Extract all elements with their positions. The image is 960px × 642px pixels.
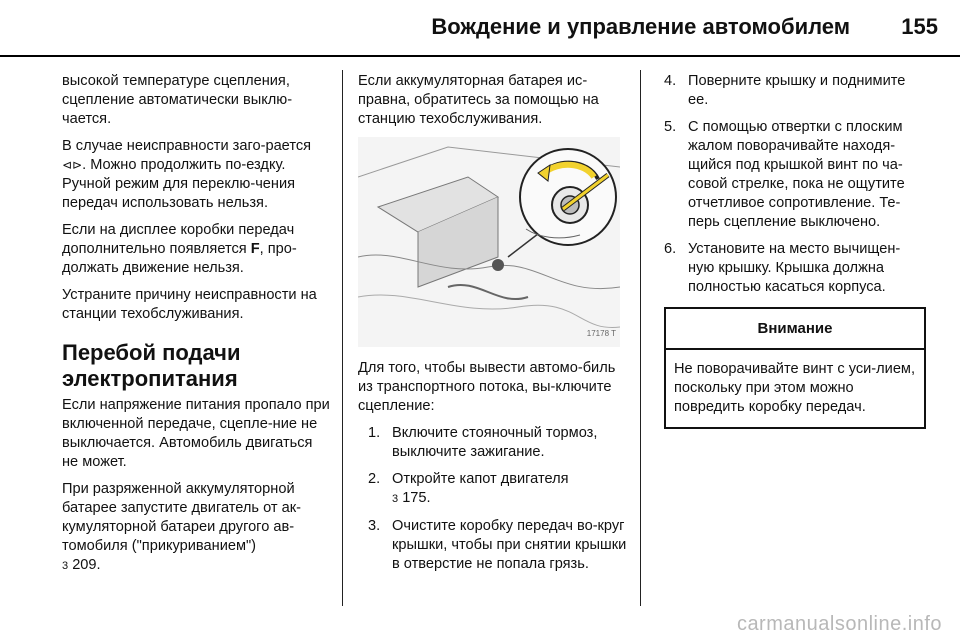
page-reference-link[interactable]: 209. <box>72 557 101 573</box>
text: Если на дисплее коробки передач дополнительно появляется <box>62 222 295 257</box>
list-item <box>664 118 926 232</box>
list-item <box>664 72 926 110</box>
page-ref-arrow-icon: 3 <box>392 493 399 505</box>
step-number: 4. <box>664 73 677 89</box>
section-heading: Перебой подачи электропитания <box>62 340 241 391</box>
chapter-title: Вождение и управление автомобилем <box>431 14 850 39</box>
watermark: carmanualsonline.info <box>736 613 942 635</box>
paragraph: Если аккумуляторная батарея ис-правна, обратитесь за помощью на станцию техобслуживания. <box>358 73 599 127</box>
step-text: Откройте капот двигателя <box>392 471 569 487</box>
paragraph <box>62 221 330 278</box>
list-item <box>368 470 630 509</box>
step-text: Поверните крышку и поднимите ее. <box>688 73 906 108</box>
column-middle <box>358 72 630 582</box>
gear-display-letter: F <box>250 241 260 257</box>
page-reference-link[interactable]: 175. <box>402 490 431 506</box>
paragraph <box>62 480 330 576</box>
step-text: Включите стояночный тормоз, выключите зажигание. <box>392 425 598 460</box>
paragraph <box>62 137 330 213</box>
column-left <box>62 72 330 584</box>
column-right <box>664 72 926 429</box>
clutch-warning-icon: ⊲⊳ <box>62 158 83 172</box>
list-item <box>368 424 630 462</box>
list-item <box>664 240 926 297</box>
paragraph: Если напряжение питания пропало при включенной передаче, сцепле-ние не выключается. Автомобиль двигаться не может. <box>62 397 330 470</box>
caution-box <box>664 307 926 429</box>
caution-title: Внимание <box>666 309 924 350</box>
caution-text: Не поворачивайте винт с уси-лием, поскольку при этом можно повредить коробку передач. <box>674 361 916 415</box>
page-header <box>0 0 960 58</box>
column-divider-2 <box>640 70 641 606</box>
page-ref-arrow-icon: 3 <box>62 560 69 572</box>
text: При разряженной аккумуляторной батарее запустите двигатель от ак-кумуляторной батареи другого ав-томобиля ("прикуриванием") <box>62 481 301 554</box>
page-number: 155 <box>901 14 938 39</box>
engine-bay-drawing <box>358 137 620 347</box>
step-number: 3. <box>368 518 381 534</box>
text: . Можно продолжить по-ездку. Ручной режим для переклю-чения передач использовать нельзя. <box>62 157 296 211</box>
list-item <box>368 517 630 574</box>
step-number: 2. <box>368 471 381 487</box>
step-number: 1. <box>368 425 381 441</box>
paragraph: Устраните причину неисправности на станции техобслуживания. <box>62 287 317 322</box>
header-divider <box>0 55 960 57</box>
text: В случае неисправности заго-рается <box>62 138 312 154</box>
paragraph: высокой температуре сцепления, сцепление автоматически выклю-чается. <box>62 73 293 127</box>
step-number: 5. <box>664 119 677 135</box>
column-divider-1 <box>342 70 343 606</box>
text: , про-должать движение нельзя. <box>62 241 297 276</box>
paragraph: Для того, чтобы вывести автомо-биль из транспортного потока, вы-ключите сцепление: <box>358 360 616 414</box>
step-text: Установите на место вычищен-ную крышку. Крышка должна полностью касаться корпуса. <box>688 241 901 295</box>
figure-code: 17178 T <box>586 329 616 338</box>
step-text: Очистите коробку передач во-круг крышки, чтобы при снятии крышки в отверстие не попала грязь. <box>392 518 627 572</box>
step-number: 6. <box>664 241 677 257</box>
steps-list <box>664 72 926 297</box>
step-text: С помощью отвертки с плоским жалом поворачивайте находя-щийся под крышкой винт по ча-совой стрелке, пока не ощутите отчетливое сопротивление. Те-перь сцепление выключено. <box>688 119 905 230</box>
steps-list <box>358 424 630 574</box>
gearbox-cover-illustration <box>358 137 620 347</box>
